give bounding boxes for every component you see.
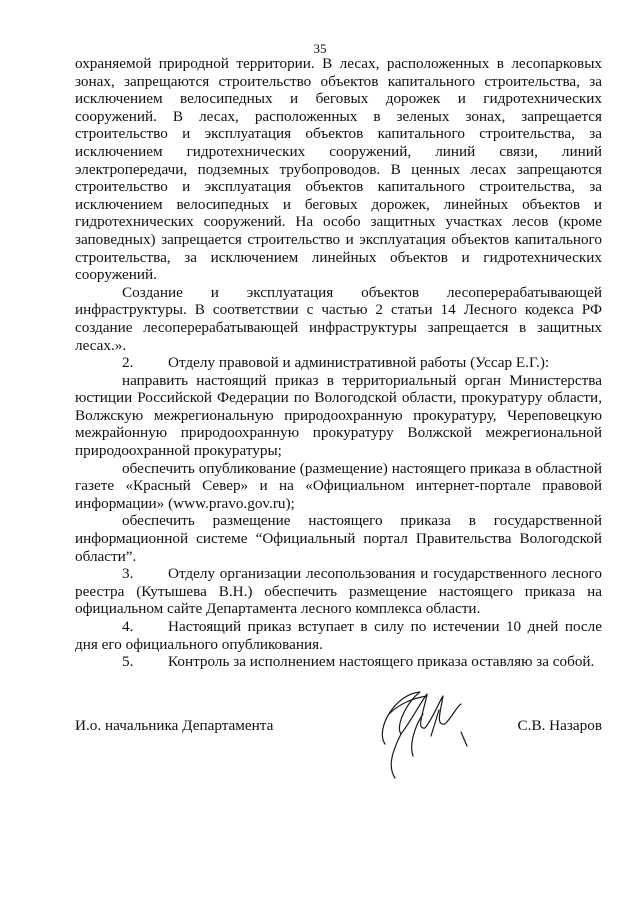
- signature-block: [75, 674, 602, 794]
- item-number: 5.: [122, 653, 134, 671]
- subitem-send-order: направить настоящий приказ в территориальный орган Министерства юстиции Российской Федерации по Вологодской области, прокуратуру области, Волжскую межрегиональную природоохранную прокуратуру, Череповецкую межрайонную природоохранную прокуратуру Волжской межрегиональной природоохранной прокуратуры;: [75, 371, 602, 460]
- signature-stroke: [431, 710, 439, 736]
- signature-stroke: [461, 732, 467, 746]
- page-number: 35: [313, 41, 327, 56]
- item-text: Отделу организации лесопользования и государственного лесного реестра (Кутышева В.Н.) обеспечить размещение настоящего приказа на официальном сайте Департамента лесного комплекса области.: [75, 565, 602, 618]
- numbered-item-2: [75, 354, 602, 372]
- subitem-place-order: обеспечить размещение настоящего приказа в государственной информационной системе “Официальный портал Правительства Вологодской области”.: [75, 512, 602, 565]
- item-number: 3.: [122, 565, 134, 583]
- numbered-item-5: [75, 653, 602, 671]
- item-text: Отделу правовой и административной работы (Уссар Е.Г.):: [168, 354, 550, 372]
- signatory-title: И.о. начальника Департамента: [75, 717, 274, 734]
- numbered-item-3: [75, 565, 602, 618]
- paragraph-infrastructure: Создание и эксплуатация объектов лесоперерабатывающей инфраструктуры. В соответствии с частью 2 статьи 14 Лесного кодекса РФ создание лесоперерабатывающей инфраструктуры запрещается в защитных лесах.».: [75, 283, 602, 354]
- item-text: Настоящий приказ вступает в силу по истечении 10 дней после дня его официального опубликования.: [75, 618, 602, 653]
- signature-stroke: [382, 692, 461, 744]
- item-number: 2.: [122, 354, 134, 372]
- handwritten-signature-icon: [365, 674, 475, 784]
- item-text: Контроль за исполнением настоящего приказа оставляю за собой.: [168, 653, 595, 671]
- subitem-publish-order: обеспечить опубликование (размещение) настоящего приказа в областной газете «Красный Север» и на «Официальном интернет-портале правовой информации» (www.pravo.gov.ru);: [75, 459, 602, 512]
- numbered-item-4: [75, 618, 602, 653]
- signatory-name: С.В. Назаров: [517, 717, 602, 734]
- signature-stroke: [391, 734, 401, 778]
- paragraph-continuation: охраняемой природной территории. В лесах, расположенных в лесопарковых зонах, запрещаются строительство объектов капитального строительства, за исключением велосипедных и беговых дорожек и гидротехнических сооружений. В лесах, расположенных в зеленых зонах, запрещается строительство и эксплуатация объектов капитального строительства, за исключением гидротехнических сооружений, линий связи, линий электропередачи, подземных трубопроводов. В ценных лесах запрещаются строительство и эксплуатация объектов капитального строительства, за исключением велосипедных и беговых дорожек, линейных объектов и гидротехнических сооружений. На особо защитных участках лесов (кроме заповедных) запрещается строительство и эксплуатация объектов капитального строительства, за исключением линейных объектов и гидротехнических сооружений.: [75, 55, 602, 284]
- item-number: 4.: [122, 618, 134, 635]
- document-body: [75, 55, 602, 671]
